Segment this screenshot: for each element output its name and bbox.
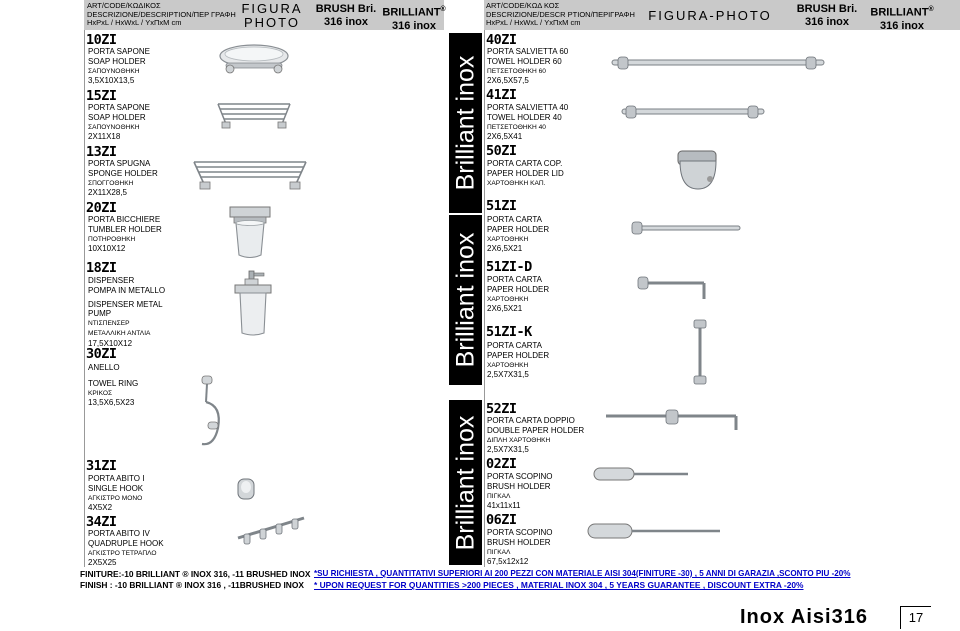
soap-rack-icon [208, 92, 298, 137]
tumbler-holder-icon [226, 203, 276, 263]
brand-band-right: Brilliant inox [449, 400, 482, 565]
paper-holder-icon [628, 218, 748, 240]
item-description: PORTA CARTA PAPER HOLDER ΧΑΡΤΟΘΗΚΗ 2X6,5X21 [487, 275, 550, 314]
divider [84, 30, 85, 567]
item-code: 52ZI [486, 401, 517, 417]
brand-band-top: Brilliant inox [449, 33, 482, 213]
sponge-rack-icon [186, 148, 316, 198]
left-header-brilliant: BRILLIANT® 316 inox [382, 6, 446, 32]
item-code: 51ZI-D [486, 259, 532, 275]
soap-dish-icon [212, 36, 292, 81]
quadruple-hook-icon [232, 508, 312, 553]
paper-holder-lid-icon [676, 147, 722, 193]
item-code: 06ZI [486, 512, 517, 528]
item-description: PORTA CARTA COP. PAPER HOLDER LID ΧΑΡΤΟΘΗΚΗ ΚΑΠ. [487, 159, 564, 187]
paper-holder-vertical-icon [680, 318, 720, 388]
item-description: PORTA SCOPINO BRUSH HOLDER ΠΙΓΚΑΛ 67,5x12x12 [487, 528, 553, 567]
item-code: 34ZI [86, 514, 117, 530]
paper-holder-icon [634, 273, 714, 313]
item-description: PORTA SALVIETTA 40 TOWEL HOLDER 40 ΠΕΤΣΕΤΟΘΗΚΗ 40 2X6,5X41 [487, 103, 569, 142]
footer-finish: FINISH : -10 BRILLIANT ® INOX 316 , -11BRUSHED INOX [80, 580, 304, 590]
brand-footer: Inox Aisi316 [740, 606, 868, 628]
left-header-col-labels: ART/CODE/ΚΩΔΙΚΟΣ DESCRIZIONE/DESCRIPTION/ΠΕΡ ΓΡΑΦΗ HxPxL / HxWxL / ΥxΠxΜ cm [87, 1, 236, 27]
footer-note-en: * UPON REQUEST FOR QUANTITIES >200 PIECES , MATERIAL INOX 304 , 5 YEARS GUARANTEE , DISCOUNT EXTRA -20% [314, 580, 804, 590]
item-description: PORTA CARTA PAPER HOLDER ΧΑΡΤΟΘΗΚΗ 2X6,5X21 [487, 215, 550, 254]
item-code: 51ZI [486, 198, 517, 214]
item-description: PORTA SALVIETTA 60 TOWEL HOLDER 60 ΠΕΤΣΕΤΟΘΗΚΗ 60 2X6,5X57,5 [487, 47, 569, 86]
item-description: PORTA SPUGNA SPONGE HOLDER ΣΠΟΓΓΟΘΗΚΗ 2X11X28,5 [88, 159, 158, 198]
dispenser-icon [231, 269, 276, 339]
right-header-col-labels: ART/CODE/ΚΩΔ ΚΟΣ DESCRIZIONE/DESCR PTION/ΠΕΡΙΓΡΑΦΗ HxPxL / HxWxL / ΥxΠxΜ cm [486, 1, 635, 27]
item-code: 51ZI-K [486, 324, 532, 340]
towel-ring-icon [192, 372, 232, 452]
item-description: PORTA SAPONE SOAP HOLDER ΣΑΠΟΥΝΟΘΗΚΗ 2X11X18 [88, 103, 150, 142]
item-code: 30ZI [86, 346, 117, 362]
item-code: 02ZI [486, 456, 517, 472]
item-description: PORTA SAPONE SOAP HOLDER ΣΑΠΟΥΝΟΘΗΚΗ 3,5X10X13,5 [88, 47, 150, 86]
divider [484, 30, 485, 567]
footer-note-it: *SU RICHIESTA , QUANTITATIVI SUPERIORI AI 200 PEZZI CON MATERIALE AISI 304(FINITURE -30) , 5 ANNI DI GARAZIA ,SCONTO PIU -20% [314, 569, 851, 578]
item-code: 20ZI [86, 200, 117, 216]
item-code: 31ZI [86, 458, 117, 474]
item-code: 10ZI [86, 32, 117, 48]
item-description: PORTA CARTA PAPER HOLDER ΧΑΡΤΟΘΗΚΗ 2,5X7X31,5 [487, 341, 550, 380]
hook-icon [232, 475, 262, 505]
item-code: 15ZI [86, 88, 117, 104]
towel-rail-icon [618, 102, 768, 124]
page-number: 17 [900, 606, 931, 629]
item-description: DISPENSER POMPA IN METALLO DISPENSER METAL PUMP ΝΤΙΣΠΕΝΣΕΡ ΜΕΤΑΛΛΙΚΗ ΑΝΤΛΙΑ 17,5X10X12 [88, 276, 166, 348]
item-description: PORTA ABITO IV QUADRUPLE HOOK ΑΓΚΙΣΤΡΟ ΤΕΤΡΑΠΛΟ 2X5X25 [88, 529, 164, 568]
item-code: 40ZI [486, 32, 517, 48]
item-code: 41ZI [486, 87, 517, 103]
right-header-figura: FIGURA-PHOTO [648, 8, 772, 23]
brush-holder-icon [592, 456, 692, 490]
left-header-figura: FIGURA PHOTO [241, 1, 303, 30]
double-paper-holder-icon [596, 402, 746, 442]
footer-finiture: FINITURE:-10 BRILLIANT ® INOX 316, -11 BRUSHED INOX [80, 569, 311, 579]
item-code: 13ZI [86, 144, 117, 160]
right-header-brilliant: BRILLIANT® 316 inox [870, 6, 934, 32]
brand-band-middle: Brilliant inox [449, 215, 482, 385]
right-header-brush: BRUSH Bri. 316 inox [796, 3, 858, 28]
brush-holder-icon [586, 512, 726, 548]
item-description: PORTA ABITO I SINGLE HOOK ΑΓΚΙΣΤΡΟ ΜΟΝΟ 4X5X2 [88, 474, 145, 513]
item-code: 18ZI [86, 260, 117, 276]
left-header-brush: BRUSH Bri. 316 inox [315, 3, 377, 28]
item-description: PORTA BICCHIERE TUMBLER HOLDER ΠΟΤΗΡΟΘΗΚΗ 10X10X12 [88, 215, 162, 254]
towel-rail-icon [608, 54, 828, 74]
item-code: 50ZI [486, 143, 517, 159]
item-description: PORTA CARTA DOPPIO DOUBLE PAPER HOLDER ΔΙΠΛΗ ΧΑΡΤΟΘΗΚΗ 2,5X7X31,5 [487, 416, 585, 455]
item-description: PORTA SCOPINO BRUSH HOLDER ΠΙΓΚΑΛ 41x11x11 [487, 472, 553, 511]
item-description: ANELLO TOWEL RING ΚΡΙΚΟΣ 13,5X6,5X23 [88, 363, 139, 408]
